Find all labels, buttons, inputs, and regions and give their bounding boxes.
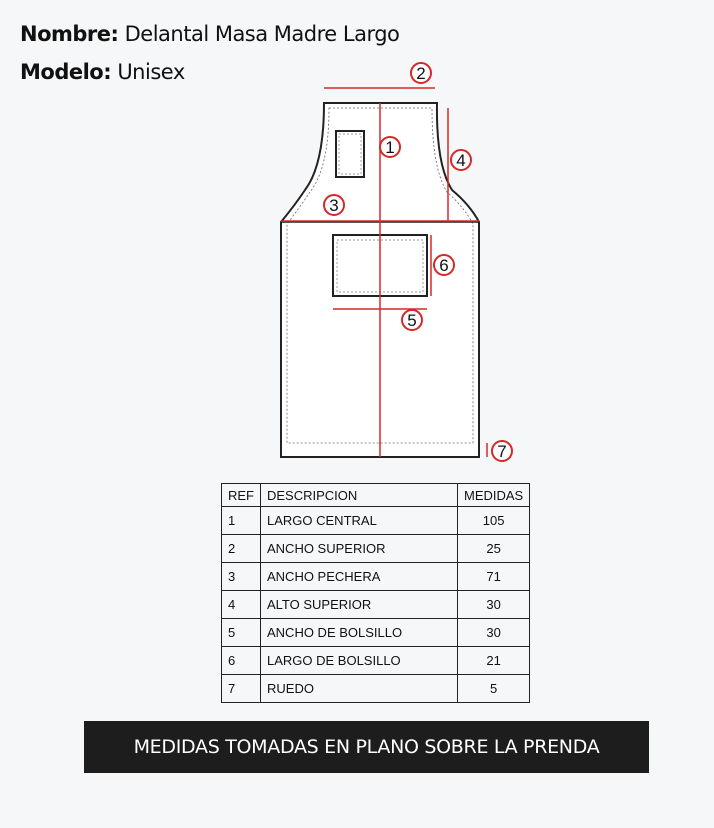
header-descripcion: DESCRIPCION bbox=[261, 484, 458, 507]
row-value: 30 bbox=[458, 619, 530, 647]
name-label: Nombre: bbox=[20, 22, 119, 46]
svg-text:3: 3 bbox=[329, 196, 339, 215]
model-value: Unisex bbox=[117, 60, 185, 84]
marker-5 bbox=[402, 310, 422, 330]
marker-3 bbox=[324, 195, 344, 215]
row-ref: 6 bbox=[222, 647, 261, 675]
footer-note: MEDIDAS TOMADAS EN PLANO SOBRE LA PRENDA bbox=[133, 736, 600, 758]
row-value: 71 bbox=[458, 563, 530, 591]
name-value: Delantal Masa Madre Largo bbox=[124, 22, 400, 46]
table-row bbox=[222, 535, 530, 563]
chest-pocket bbox=[336, 131, 364, 177]
row-ref: 7 bbox=[222, 675, 261, 703]
header-medidas: MEDIDAS bbox=[458, 484, 530, 507]
row-desc: ANCHO DE BOLSILLO bbox=[261, 619, 458, 647]
row-ref: 4 bbox=[222, 591, 261, 619]
row-value: 5 bbox=[458, 675, 530, 703]
svg-text:5: 5 bbox=[407, 311, 417, 330]
row-value: 21 bbox=[458, 647, 530, 675]
table-row bbox=[222, 647, 530, 675]
marker-4 bbox=[451, 150, 471, 170]
row-desc: LARGO DE BOLSILLO bbox=[261, 647, 458, 675]
table-row bbox=[222, 591, 530, 619]
model-label: Modelo: bbox=[20, 60, 112, 84]
row-ref: 2 bbox=[222, 535, 261, 563]
header-ref: REF bbox=[222, 484, 261, 507]
row-desc: ANCHO SUPERIOR bbox=[261, 535, 458, 563]
svg-text:7: 7 bbox=[497, 442, 507, 461]
measurements-table bbox=[221, 483, 530, 703]
svg-text:1: 1 bbox=[385, 138, 395, 157]
row-desc: RUEDO bbox=[261, 675, 458, 703]
footer-note-banner bbox=[84, 721, 649, 773]
svg-text:6: 6 bbox=[439, 256, 449, 275]
row-value: 105 bbox=[458, 507, 530, 535]
row-ref: 3 bbox=[222, 563, 261, 591]
table-header-row bbox=[222, 484, 530, 507]
row-desc: ANCHO PECHERA bbox=[261, 563, 458, 591]
row-desc: LARGO CENTRAL bbox=[261, 507, 458, 535]
table-row bbox=[222, 675, 530, 703]
svg-text:4: 4 bbox=[456, 151, 466, 170]
row-ref: 5 bbox=[222, 619, 261, 647]
marker-1 bbox=[380, 137, 400, 157]
marker-7 bbox=[492, 441, 512, 461]
svg-text:2: 2 bbox=[416, 64, 426, 83]
marker-6 bbox=[434, 255, 454, 275]
row-value: 25 bbox=[458, 535, 530, 563]
row-desc: ALTO SUPERIOR bbox=[261, 591, 458, 619]
marker-2 bbox=[411, 63, 431, 83]
table-row bbox=[222, 563, 530, 591]
table-row bbox=[222, 507, 530, 535]
table-row bbox=[222, 619, 530, 647]
row-value: 30 bbox=[458, 591, 530, 619]
row-ref: 1 bbox=[222, 507, 261, 535]
